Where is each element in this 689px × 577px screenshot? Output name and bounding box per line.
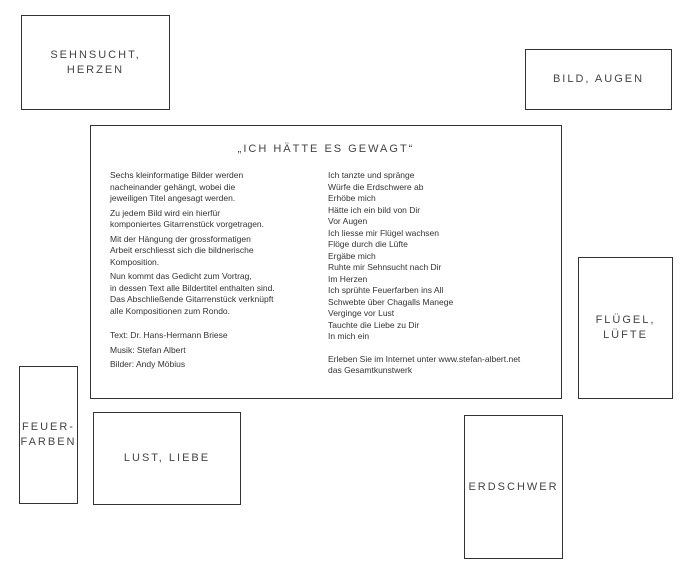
frame-label: FEUER- FARBEN <box>20 421 77 448</box>
description-paragraph: Mit der Hängung der grossformatigen Arbeit erschliesst sich die bildnerische Komposition. <box>110 233 254 267</box>
description-paragraph: Zu jedem Bild wird ein hierfür komponiertes Gitarrenstück vorgetragen. <box>110 207 265 229</box>
poem-line: Erhöbe mich <box>328 193 376 203</box>
frame-lust-liebe <box>93 412 241 505</box>
poem-line: Flöge durch die Lüfte <box>328 239 408 249</box>
credit-text: Text: Dr. Hans-Hermann Briese <box>110 330 228 340</box>
frame-feuerfarben <box>19 366 78 504</box>
credit-music: Musik: Stefan Albert <box>110 344 186 355</box>
poem-line: Ich sprühte Feuerfarben ins All <box>328 285 444 295</box>
frame-label: SEHNSUCHT, HERZEN <box>50 48 141 76</box>
poem-line: Im Herzen <box>328 273 368 284</box>
frame-label: BILD, AUGEN <box>552 73 645 85</box>
frame-label: FLÜGEL, LÜFTE <box>595 314 656 341</box>
description-paragraph: Nun kommt das Gedicht zum Vortrag, in dessen Text alle Bildertitel enthalten sind. Das Abschließende Gitarrenstück verknüpft alle Kompositionen zum Rondo. <box>110 271 275 316</box>
poem-line: Ich tanzte und spränge <box>328 170 415 180</box>
frame-bild-augen <box>525 49 672 110</box>
poem-line: Ergäbe mich <box>328 250 376 261</box>
frame-erdschwer <box>464 415 563 559</box>
poem-line: Würfe die Erdschwere ab <box>328 181 424 192</box>
frame-label: LUST, LIEBE <box>123 452 211 464</box>
poem-line: Vor Augen <box>328 216 368 226</box>
frame-sehnsucht-herzen <box>21 15 170 110</box>
poem-line: Tauchte die Liebe zu Dir <box>328 319 420 330</box>
website-note: Erleben Sie im Internet unter www.stefan-albert.net das Gesamtkunstwerk <box>328 353 521 375</box>
frame-fluegel-luefte <box>578 257 673 399</box>
description-paragraph: Sechs kleinformatige Bilder werden nacheinander gehängt, wobei die jeweiligen Titel angesagt werden. <box>110 170 244 203</box>
main-info-card <box>90 125 562 399</box>
poem-line: Ruhte mir Sehnsucht nach Dir <box>328 262 442 272</box>
poem-column <box>328 170 553 380</box>
poem-line: Hätte ich ein bild von Dir <box>328 204 421 215</box>
frame-label: ERDSCHWER <box>468 480 559 493</box>
poem-line: Schwebte über Chagalls Manege <box>328 296 454 307</box>
poem <box>328 170 553 343</box>
card-title: „ICH HÄTTE ES GEWAGT“ <box>237 143 415 155</box>
poem-line: In mich ein <box>328 331 370 341</box>
credit-images: Bilder: Andy Möbius <box>110 359 186 369</box>
description-column <box>110 170 310 374</box>
poem-line: Ich liesse mir Flügel wachsen <box>328 227 440 238</box>
poem-line: Verginge vor Lust <box>328 308 395 318</box>
